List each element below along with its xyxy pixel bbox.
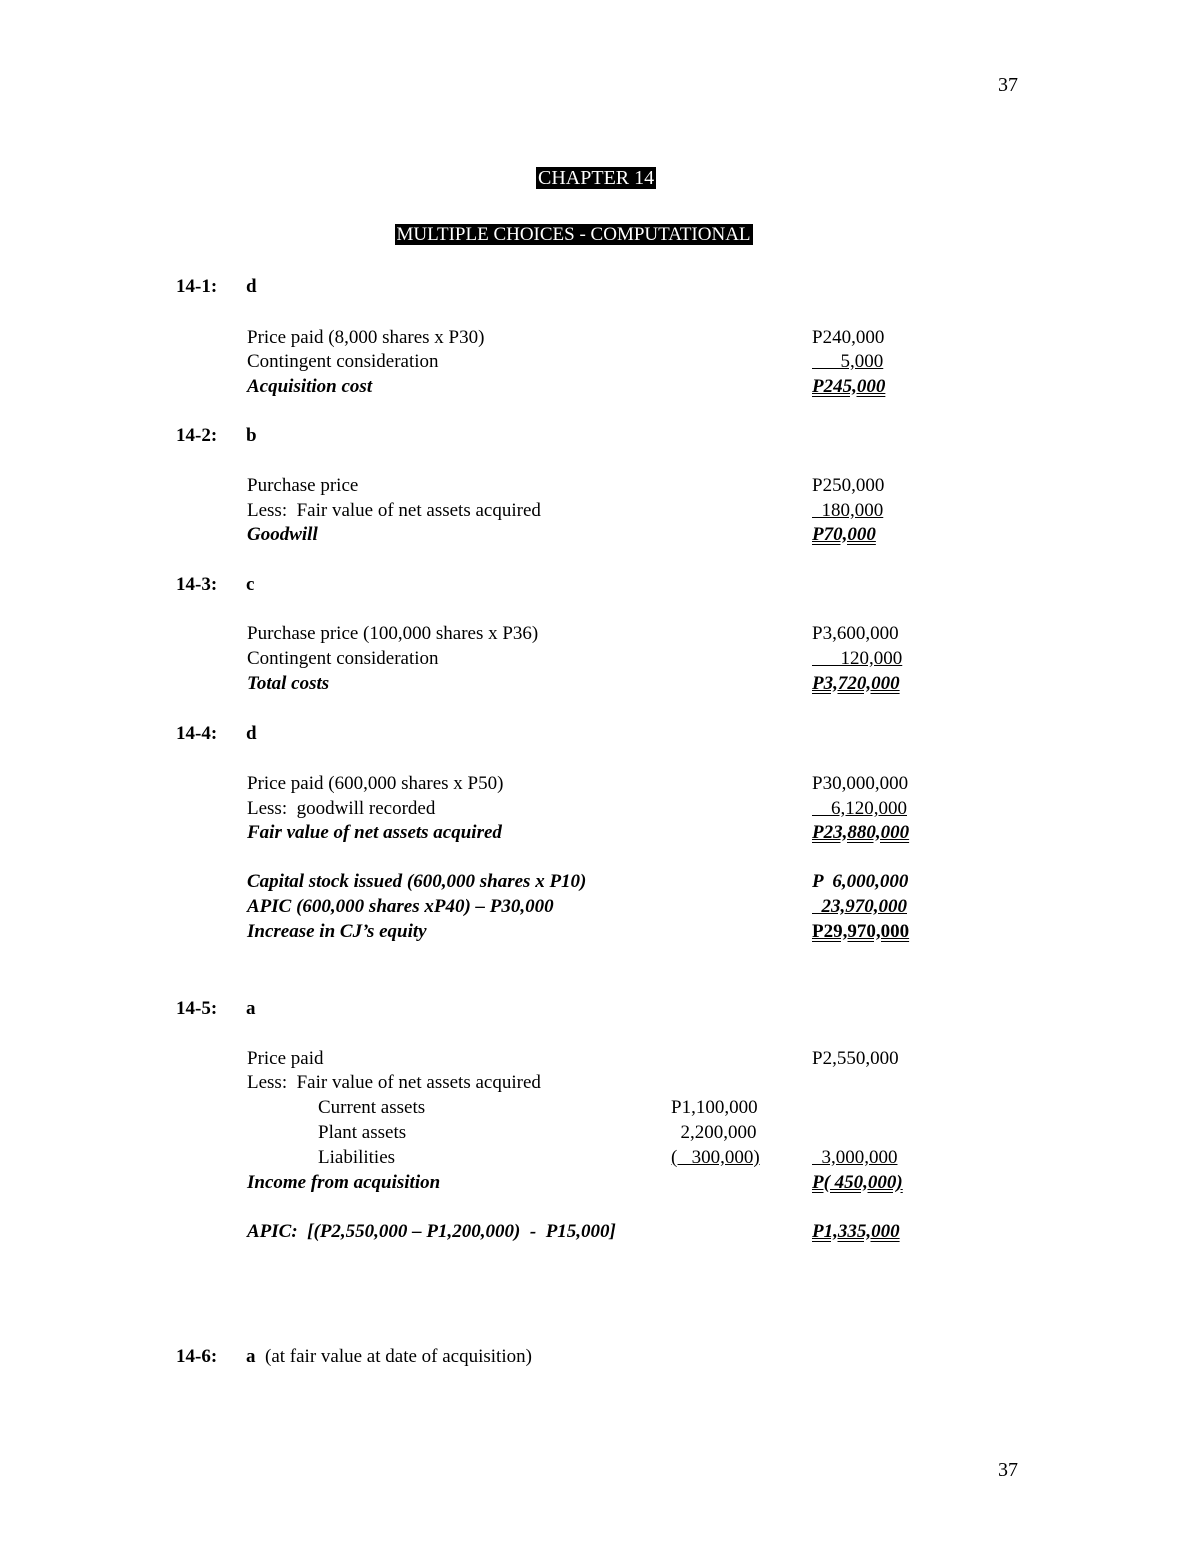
sub-line-amount: 2,200,000 — [671, 1122, 757, 1143]
section-title-text: MULTIPLE CHOICES - COMPUTATIONAL — [396, 224, 751, 245]
line-amount: 3,000,000 — [812, 1147, 898, 1168]
question-number: 14-2: — [176, 425, 218, 446]
line-label: Capital stock issued (600,000 shares x P10) — [247, 871, 587, 892]
question-number: 14-6: — [176, 1346, 218, 1367]
total-amount: P23,880,000 — [812, 822, 910, 843]
line-amount: P240,000 — [812, 327, 885, 348]
line-amount: P250,000 — [812, 475, 885, 496]
total-amount: P1,335,000 — [812, 1221, 900, 1242]
line-label: Contingent consideration — [247, 648, 439, 669]
sub-line-label: Liabilities — [318, 1147, 396, 1168]
total-amount: P29,970,000 — [812, 921, 910, 942]
line-label: Purchase price — [247, 475, 359, 496]
line-amount: 6,120,000 — [812, 798, 907, 819]
total-label: Total costs — [247, 673, 330, 694]
total-label: Acquisition cost — [247, 376, 373, 397]
line-label: Less: goodwill recorded — [247, 798, 436, 819]
line-amount: P 6,000,000 — [812, 871, 909, 892]
sub-line-amount: P1,100,000 — [671, 1097, 758, 1118]
answer-letter: d — [246, 723, 257, 744]
sub-line-label: Current assets — [318, 1097, 426, 1118]
answer-note: (at fair value at date of acquisition) — [255, 1346, 532, 1367]
answer-letter: c — [246, 574, 255, 595]
line-amount: P3,600,000 — [812, 623, 899, 644]
answer-line — [246, 1346, 532, 1368]
answer-letter: d — [246, 276, 257, 297]
question-number: 14-4: — [176, 723, 218, 744]
chapter-title — [526, 145, 656, 189]
total-amount: P3,720,000 — [812, 673, 900, 694]
answer-letter: a — [246, 998, 256, 1019]
page-number-bottom: 37 — [998, 1459, 1018, 1481]
answer-letter: a — [246, 1346, 256, 1367]
total-amount: P245,000 — [812, 376, 886, 397]
chapter-title-text: CHAPTER 14 — [538, 167, 655, 189]
line-amount: P30,000,000 — [812, 773, 909, 794]
line-label: Less: Fair value of net assets acquired — [247, 1072, 541, 1093]
question-number: 14-5: — [176, 998, 218, 1019]
line-amount: 120,000 — [812, 648, 903, 669]
question-number: 14-3: — [176, 574, 218, 595]
line-label: Purchase price (100,000 shares x P36) — [247, 623, 539, 644]
page-number-top: 37 — [998, 74, 1018, 96]
line-amount: 23,970,000 — [812, 896, 907, 917]
line-amount: 5,000 — [812, 351, 884, 372]
answer-letter: b — [246, 425, 257, 446]
line-amount: 180,000 — [812, 500, 884, 521]
line-label: Contingent consideration — [247, 351, 439, 372]
line-label: Price paid (600,000 shares x P50) — [247, 773, 504, 794]
total-label: Income from acquisition — [247, 1172, 441, 1193]
line-label: APIC (600,000 shares xP40) – P30,000 — [247, 896, 554, 917]
line-label: Price paid — [247, 1048, 324, 1069]
section-title — [385, 202, 753, 246]
total-label: Goodwill — [247, 524, 318, 545]
line-label: Less: Fair value of net assets acquired — [247, 500, 541, 521]
line-amount: P2,550,000 — [812, 1048, 899, 1069]
line-label: APIC: [(P2,550,000 – P1,200,000) - P15,000] — [247, 1221, 616, 1242]
total-label: Fair value of net assets acquired — [247, 822, 502, 843]
total-amount: P( 450,000) — [812, 1172, 903, 1193]
sub-line-label: Plant assets — [318, 1122, 407, 1143]
total-label: Increase in CJ’s equity — [247, 921, 427, 942]
line-label: Price paid (8,000 shares x P30) — [247, 327, 485, 348]
question-number: 14-1: — [176, 276, 218, 297]
total-amount: P70,000 — [812, 524, 876, 545]
sub-line-amount: ( 300,000) — [671, 1147, 760, 1168]
